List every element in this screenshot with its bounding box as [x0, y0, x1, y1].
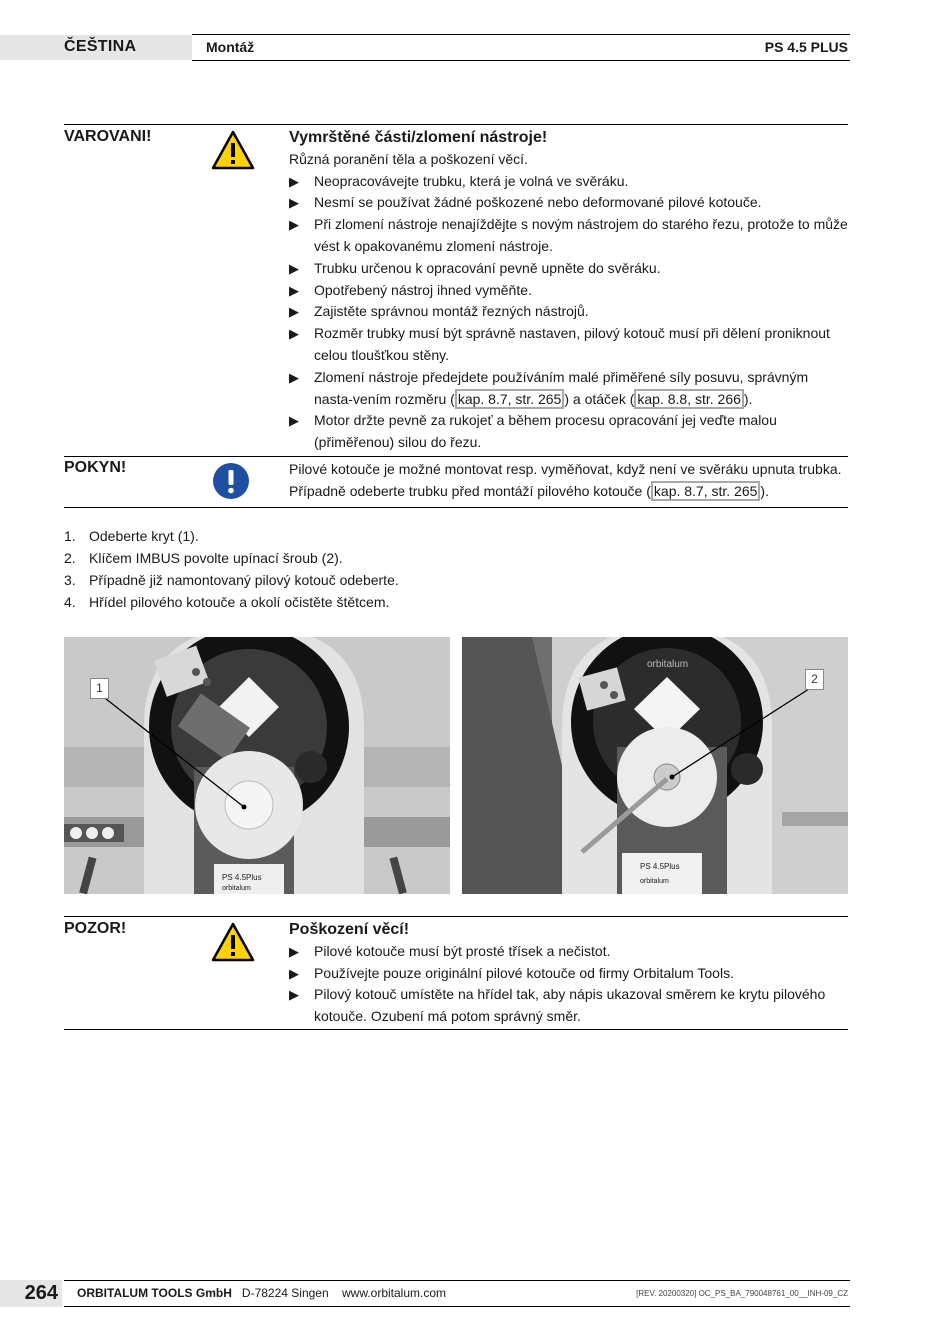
warning-bullet: ▶ Při zlomení nástroje nenajíždějte s novým nástrojem do starého řezu, protože to může vést k opakovanému zlomení nástroje. [289, 216, 848, 254]
footer-company: ORBITALUM TOOLS GmbH [77, 1286, 232, 1300]
bullet-arrow-icon: ▶ [289, 326, 299, 342]
callout-number: 1 [90, 678, 109, 699]
bullet-arrow-icon: ▶ [289, 260, 299, 276]
warning-bullet: ▶ Motor držte pevně za rukojeť a během procesu opracování jej veďte malou (přiměřenou) silou do řezu. [289, 412, 777, 451]
caution-title: Poškození věcí! [289, 921, 410, 938]
header-language-tab [0, 35, 192, 60]
photo-brand-label: orbitalum [222, 885, 251, 892]
xref-link[interactable]: kap. 8.7, str. 265 [651, 481, 761, 501]
caution-rule-top [64, 916, 848, 917]
steps-list [64, 525, 399, 613]
warning-triangle-icon [211, 130, 255, 175]
note-rule-bottom [64, 507, 848, 508]
warning-bullet: ▶ Nesmí se používat žádné poškozené nebo deformované pilové kotouče. [289, 192, 849, 214]
bullet-arrow-icon: ▶ [289, 304, 299, 320]
photo-remove-cover [64, 637, 450, 894]
bullet-arrow-icon: ▶ [289, 369, 299, 385]
warning-bullet: ▶ Neopracovávejte trubku, která je volná ve svěráku. [289, 171, 849, 193]
photo-model-label: PS 4.5Plus [222, 873, 262, 882]
warning-bullet: ▶ Opotřebený nástroj ihned vyměňte. [289, 280, 849, 302]
caution-bullet: ▶ Pilové kotouče musí být prosté třísek a nečistot. [289, 941, 849, 963]
list-item: 4. Hřídel pilového kotouče a okolí očistěte štětcem. [64, 594, 390, 610]
info-exclamation-icon [212, 462, 250, 505]
bullet-arrow-icon: ▶ [289, 987, 299, 1003]
list-item: 2. Klíčem IMBUS povolte upínací šroub (2). [64, 550, 343, 566]
photo-model-label: PS 4.5Plus [640, 862, 680, 871]
warning-title: Vymrštěné části/zlomení nástroje! [289, 129, 548, 146]
note-line: Pilové kotouče je možné montovat resp. vyměňovat, když není ve svěráku upnuta trubka. [289, 461, 842, 477]
header-rule-top [192, 34, 850, 35]
footer-page-tab [0, 1280, 62, 1307]
list-item: 3. Případně již namontovaný pilový kotouč odeberte. [64, 572, 399, 588]
footer-web[interactable]: www.orbitalum.com [341, 1286, 447, 1300]
bullet-arrow-icon: ▶ [289, 943, 299, 959]
note-rule-top [64, 456, 848, 457]
note-content [289, 459, 849, 503]
note-label: POKYN! [64, 459, 127, 476]
caution-content [289, 919, 849, 1028]
photo-brand-ring: orbitalum [647, 659, 689, 670]
caution-label: POZOR! [64, 920, 127, 937]
warning-intro: Různá poranění těla a poškození věcí. [289, 150, 528, 167]
header-language: ČEŠTINA [64, 38, 137, 55]
footer-doc-ref: [REV. 20200320] OC_PS_BA_790048761_00__INH-09_CZ [636, 1289, 848, 1298]
warning-bullet: ▶ Zlomení nástroje předejdete používáním malé přiměřené síly posuvu, správným nasta-vením rozměru ( kap. 8.7, str. 265 ) a otáček ( kap. 8.8, str. 266 ). [289, 368, 809, 407]
page-number: 264 [24, 1282, 58, 1304]
footer-company-line [77, 1286, 446, 1300]
warning-bullet: ▶ Trubku určenou k opracování pevně upněte do svěráku. [289, 258, 849, 280]
xref-link[interactable]: kap. 8.7, str. 265 [455, 389, 565, 409]
photo-loosen-screw [462, 637, 848, 894]
warning-triangle-icon [211, 922, 255, 967]
caution-rule-bottom [64, 1029, 848, 1030]
bullet-arrow-icon: ▶ [289, 195, 299, 211]
caution-bullet: ▶ Pilový kotouč umístěte na hřídel tak, aby nápis ukazoval směrem ke krytu pilového kotouče. Ozubení má potom správný směr. [289, 986, 826, 1025]
xref-link[interactable]: kap. 8.8, str. 266 [634, 389, 744, 409]
warning-label: VAROVANI! [64, 128, 152, 145]
photo-brand-label: orbitalum [640, 878, 669, 885]
bullet-arrow-icon: ▶ [289, 217, 299, 233]
bullet-arrow-icon: ▶ [289, 413, 299, 429]
footer-rule-bottom [64, 1306, 850, 1307]
header-section: Montáž [206, 39, 255, 55]
warning-bullet: ▶ Zajistěte správnou montáž řezných nástrojů. [289, 301, 849, 323]
caution-bullet: ▶ Používejte pouze originální pilové kotouče od firmy Orbitalum Tools. [289, 963, 849, 985]
header-product: PS 4.5 PLUS [764, 39, 848, 55]
list-item: 1. Odeberte kryt (1). [64, 528, 199, 544]
header-rule-bottom [192, 60, 850, 61]
callout-number: 2 [805, 669, 824, 690]
footer-address: D-78224 Singen [241, 1286, 329, 1300]
note-line: Případně odeberte trubku před montáží pilového kotouče ( kap. 8.7, str. 265 ). [289, 482, 769, 499]
warning-bullet: ▶ Rozměr trubky musí být správně nastaven, pilový kotouč musí při dělení proniknout celou tloušťkou stěny. [289, 325, 830, 363]
bullet-arrow-icon: ▶ [289, 173, 299, 189]
footer-rule-top [64, 1280, 850, 1281]
bullet-arrow-icon: ▶ [289, 282, 299, 298]
warning-content [289, 127, 849, 454]
bullet-arrow-icon: ▶ [289, 965, 299, 981]
warning-rule-top [64, 124, 848, 125]
